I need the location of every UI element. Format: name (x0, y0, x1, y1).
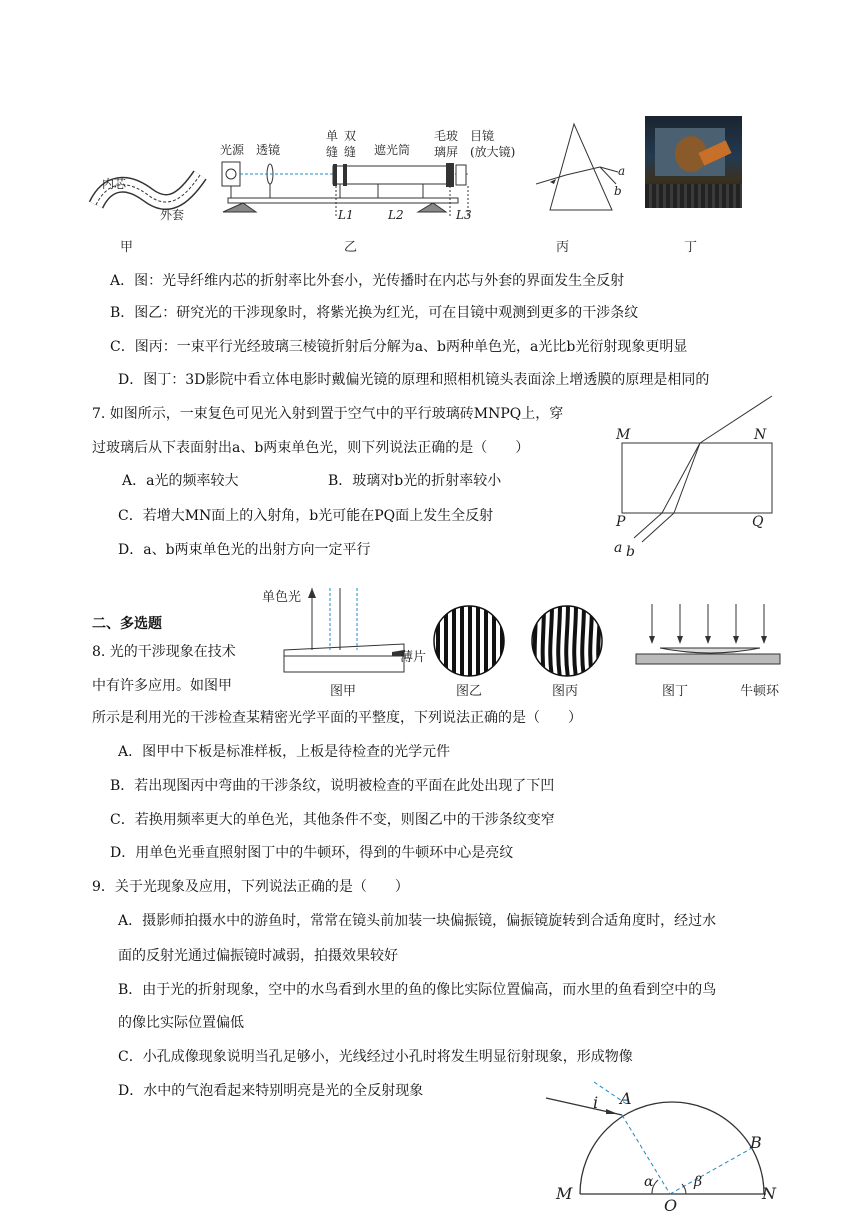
q6-option-b: B．图乙：研究光的干涉现象时，将紫光换为红光，可在目镜中观测到更多的干涉条纹 (110, 305, 639, 321)
semi-label-n: N (762, 1184, 776, 1203)
slab-label-p: P (616, 514, 626, 530)
slab-label-b: b (626, 544, 635, 560)
label-l3: L3 (456, 208, 472, 222)
caption-jia: 甲 (120, 240, 134, 255)
fiber-inner-label: 内芯 (102, 177, 127, 191)
label-thin-sheet: 薄片 (400, 650, 427, 665)
label-eyepiece: 目镜 (放大镜) (470, 129, 516, 159)
q8-stem-line3: 所示是利用光的干涉检查某精密光学平面的平整度，下列说法正确的是（ ） (92, 710, 582, 726)
fig-glass-slab (612, 390, 792, 560)
semi-label-alpha: α (644, 1174, 654, 1190)
label-source: 光源 (220, 143, 245, 157)
label-double-slit: 双 缝 (344, 129, 357, 159)
q6-option-a: A．图：光导纤维内芯的折射率比外套小，光传播时在内芯与外套的界面发生全反射 (110, 273, 625, 289)
fiber-outer-label: 外套 (160, 208, 185, 222)
q7-option-c: C．若增大MN面上的入射角，b光可能在PQ面上发生全反射 (118, 508, 494, 524)
semi-label-m: M (556, 1184, 573, 1203)
q9-option-d: D．水中的气泡看起来特别明亮是光的全反射现象 (118, 1083, 424, 1099)
slab-label-q: Q (752, 514, 764, 530)
caption-fig-ding: 图丁 (662, 684, 689, 699)
q8-stem-line1: 8. 光的干涉现象在技术 (92, 644, 236, 660)
q8-option-c: C．若换用频率更大的单色光，其他条件不变，则图乙中的干涉条纹变窄 (110, 812, 555, 828)
section-multi-choice-title: 二、多选题 (92, 616, 162, 632)
q8-option-a: A．图甲中下板是标准样板，上板是待检查的光学元件 (118, 744, 451, 760)
label-l2: L2 (388, 208, 404, 222)
q8-option-d: D．用单色光垂直照射图丁中的牛顿环，得到的牛顿环中心是亮纹 (110, 845, 514, 861)
semi-label-i: i (593, 1093, 599, 1112)
q9-option-a-line2: 面的反射光通过偏振镜时减弱，拍摄效果较好 (118, 948, 398, 964)
caption-ding: 丁 (684, 240, 698, 255)
caption-yi: 乙 (344, 240, 358, 255)
label-lens: 透镜 (256, 143, 281, 157)
label-l1: L1 (338, 208, 354, 222)
semi-label-a: A (620, 1089, 632, 1108)
caption-fig-bing: 图丙 (552, 684, 579, 699)
caption-fig-yi: 图乙 (456, 684, 483, 699)
label-screen: 毛玻 璃屏 (434, 129, 459, 159)
caption-fig-jia: 图甲 (330, 684, 357, 699)
label-mono-light: 单色光 (262, 590, 302, 605)
fig-wedge-plates (282, 584, 412, 679)
q7-stem-line2: 过玻璃后从下表面射出a、b两束单色光，则下列说法正确的是（ ） (92, 440, 530, 456)
q9-option-b-line2: 的像比实际位置偏低 (118, 1015, 244, 1031)
q7-option-b: B．玻璃对b光的折射率较小 (328, 473, 502, 489)
fig-fiber (88, 160, 208, 230)
q6-option-c: C．图丙：一束平行光经玻璃三棱镜折射后分解为a、b两种单色光，a光比b光衍射现象更明显 (110, 339, 688, 355)
fig-straight-fringes (432, 604, 506, 678)
semi-label-b: B (750, 1133, 762, 1152)
label-tube: 遮光筒 (374, 143, 411, 157)
q7-option-a: A．a光的频率较大 (122, 473, 239, 489)
fig-3d-cinema-photo (645, 116, 742, 208)
label-single-slit: 单 缝 (326, 129, 339, 159)
semi-label-beta: β (694, 1174, 703, 1190)
q7-option-d: D．a、b两束单色光的出射方向一定平行 (118, 542, 371, 558)
caption-bing: 丙 (556, 240, 570, 255)
prism-label-b: b (614, 184, 622, 198)
fig-newton-rings (630, 600, 790, 675)
caption-newton-ring: 牛顿环 (740, 684, 780, 699)
fig-curved-fringes (530, 604, 604, 678)
q8-stem-line2: 中有许多应用。如图甲 (92, 678, 232, 694)
q8-option-b: B．若出现图丙中弯曲的干涉条纹，说明被检查的平面在此处出现了下凹 (110, 778, 555, 794)
q9-option-b-line1: B．由于光的折射现象，空中的水鸟看到水里的鱼的像比实际位置偏高，而水里的鱼看到空中的鸟 (118, 982, 717, 998)
semi-label-o: O (664, 1196, 678, 1215)
q9-stem: 9．关于光现象及应用，下列说法正确的是（ ） (92, 879, 409, 895)
prism-label-a: a (618, 164, 626, 178)
q9-option-c: C．小孔成像现象说明当孔足够小，光线经过小孔时将发生明显衍射现象，形成物像 (118, 1049, 633, 1065)
q7-stem-line1: 7. 如图所示，一束复色可见光入射到置于空气中的平行玻璃砖MNPQ上，穿 (92, 406, 564, 422)
q9-option-a-line1: A．摄影师拍摄水中的游鱼时，常常在镜头前加装一块偏振镜，偏振镜旋转到合适角度时，经过水 (118, 913, 717, 929)
slab-label-a: a (614, 540, 623, 556)
q6-option-d: D．图丁：3D影院中看立体电影时戴偏光镜的原理和照相机镜头表面涂上增透膜的原理是相同的 (118, 372, 710, 388)
slab-label-n: N (754, 427, 767, 443)
slab-label-m: M (616, 427, 631, 443)
